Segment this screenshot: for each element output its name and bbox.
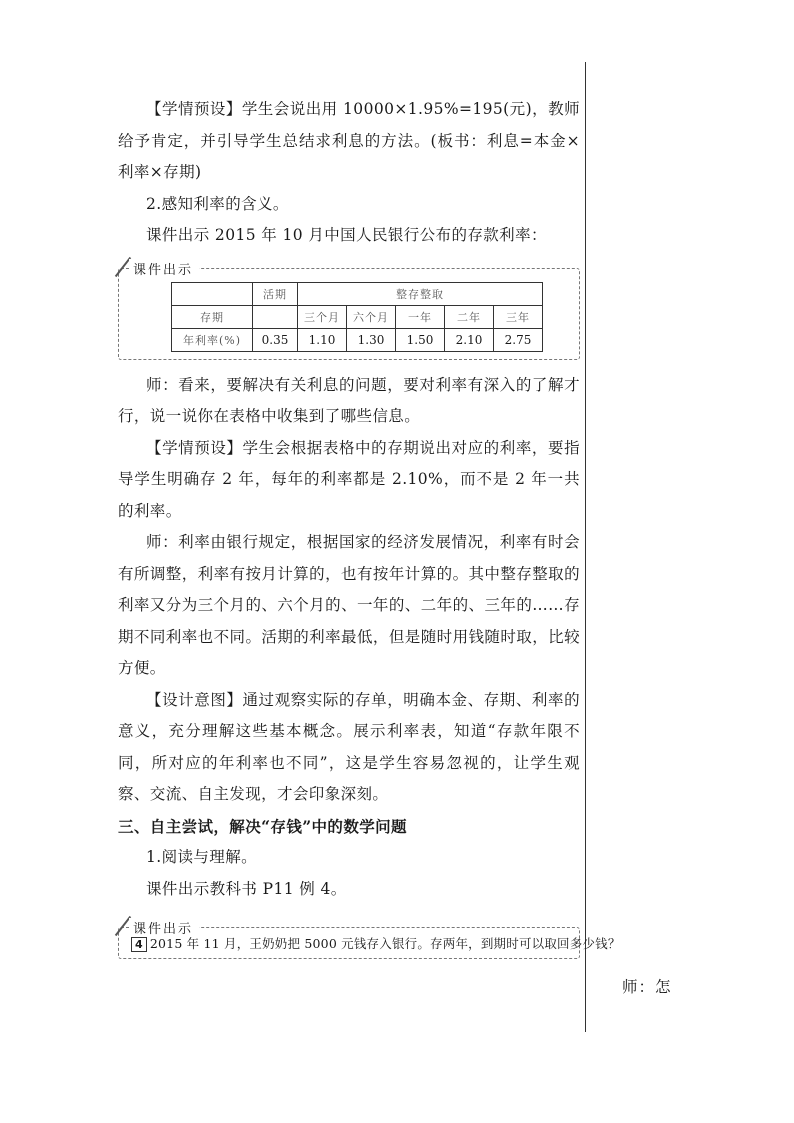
paragraph-show-example: 课件出示教科书 P11 例 4。	[146, 879, 347, 898]
main-content	[118, 94, 621, 965]
header-huoqi: 活期	[253, 282, 298, 305]
paragraph-design-intent: 【设计意图】通过观察实际的存单，明确本金、存期、利率的意义，充分理解这些基本概念。展示利率表，知道“存款年限不同，所对应的年利率也不同”，这是学生容易忽视的，让学生观察、交流、自主发现，才会印象深刻。	[118, 690, 580, 803]
paragraph-show-rates: 课件出示 2015 年 10 月中国人民银行公布的存款利率：	[146, 226, 547, 244]
paragraph-teacher-2: 师：利率由银行规定，根据国家的经济发展情况，利率有时会有所调整，利率有按月计算的，也有按年计算的。其中整存整取的利率又分为三个月的、六个月的、一年的、二年的、三年的……存期不同利率也不同。活期的利率最低，但是随时用钱随时取，比较方便。	[118, 533, 580, 677]
term-cell: 三个月	[298, 305, 347, 328]
rate-cell: 2.75	[494, 328, 543, 351]
courseware-box-example	[118, 922, 621, 959]
row-label-rate: 年利率(%)	[172, 328, 253, 351]
term-cell: 三年	[494, 305, 543, 328]
paragraph-step-1: 1.阅读与理解。	[146, 848, 257, 866]
interest-rate-table	[171, 282, 543, 352]
example-number-badge: 4	[131, 937, 147, 952]
rate-cell: 0.35	[253, 328, 298, 351]
term-cell: 二年	[445, 305, 494, 328]
term-cell: 六个月	[347, 305, 396, 328]
courseware-box-rates	[118, 262, 580, 360]
section-heading-3: 三、自主尝试，解决“存钱”中的数学问题	[118, 816, 407, 836]
paragraph-teacher-1: 师：看来，要解决有关利息的问题，要对利率有深入的了解才行，说一说你在表格中收集到了哪些信息。	[118, 375, 580, 425]
paragraph-preset-2: 【学情预设】学生会根据表格中的存期说出对应的利率，要指导学生明确存 2 年，每年的利率都是 2.10%，而不是 2 年一共的利率。	[118, 438, 580, 520]
term-cell: 一年	[396, 305, 445, 328]
courseware-title: 课件出示	[129, 259, 199, 278]
rate-cell: 1.50	[396, 328, 445, 351]
row-label-cunqi: 存期	[172, 305, 253, 328]
rate-cell: 1.10	[298, 328, 347, 351]
rate-cell: 2.10	[445, 328, 494, 351]
example-problem	[131, 934, 621, 952]
courseware-title: 课件出示	[129, 918, 199, 937]
header-zhengcun: 整存整取	[298, 282, 543, 305]
paragraph-step-2: 2.感知利率的含义。	[146, 194, 289, 213]
margin-divider-line	[585, 62, 586, 1032]
side-note: 师：怎	[622, 978, 672, 996]
rate-cell: 1.30	[347, 328, 396, 351]
example-problem-text: 2015 年 11 月，王奶奶把 5000 元钱存入银行。存两年，到期时可以取回多少钱？	[149, 936, 621, 951]
paragraph-preset-1: 【学情预设】学生会说出用 10000×1.95%=195(元)，教师给予肯定，并引导学生总结求利息的方法。(板书：利息=本金×利率×存期)	[118, 100, 580, 181]
